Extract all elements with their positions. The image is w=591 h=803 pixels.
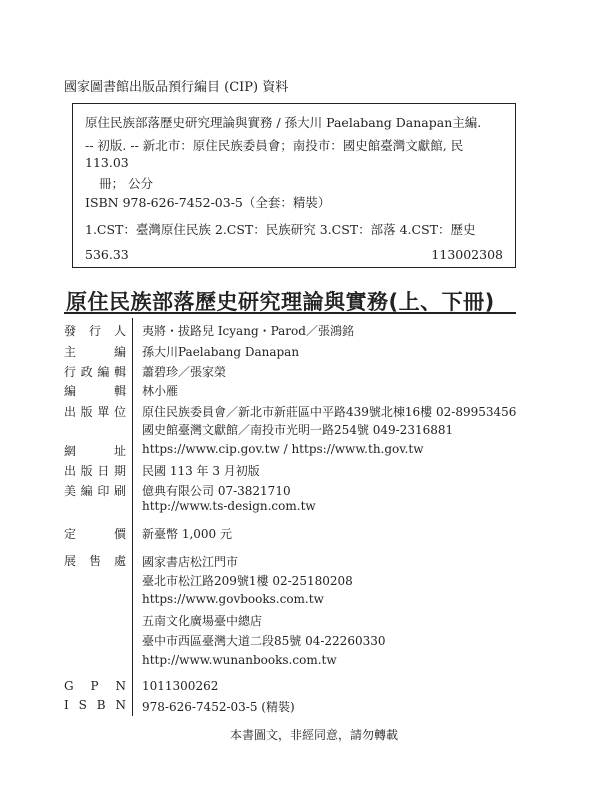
value-editor: 孫大川Paelabang Danapan: [142, 345, 300, 359]
value-exec-editor: 蕭碧珍／張家榮: [142, 365, 227, 379]
cip-date-line: 113.03: [85, 155, 129, 170]
cip-edition-line: -- 初版. -- 新北市：原住民族委員會；南投市：國史館臺灣文獻館, 民: [85, 138, 464, 153]
value-sales-4: 五南文化廣場臺中總店: [142, 614, 263, 628]
value-publishing-unit-2: 國史館臺灣文獻館／南投市光明一路254號 049-2316881: [142, 423, 454, 437]
title-rule: [64, 312, 516, 314]
label-website: 網 址: [64, 444, 126, 458]
value-design-print-1: 億典有限公司 07-3821710: [142, 484, 291, 498]
label-divider: [132, 318, 133, 716]
copyright-notice: 本書圖文，非經同意，請勿轉載: [230, 728, 399, 742]
value-sales-3: https://www.govbooks.com.tw: [142, 592, 324, 606]
value-website: https://www.cip.gov.tw / https://www.th.gov.tw: [142, 442, 424, 456]
cip-title-line: 原住民族部落歷史研究理論與實務 / 孫大川 Paelabang Danapan主編.: [85, 115, 482, 130]
label-design-print: 美 編 印 刷: [64, 484, 126, 498]
label-exec-editor: 行 政 編 輯: [64, 365, 126, 379]
label-publishing-unit: 出 版 單 位: [64, 405, 126, 419]
label-editing: 編 輯: [64, 384, 126, 398]
label-publisher: 發 行 人: [64, 324, 126, 338]
value-sales-1: 國家書店松江門市: [142, 555, 239, 569]
value-publishing-unit-1: 原住民族委員會／新北市新莊區中平路439號北棟16樓 02-89953456: [142, 405, 517, 419]
value-publisher: 夷將・拔路兒 Icyang・Parod／張鴻銘: [142, 324, 354, 338]
cip-volume-line: 冊； 公分: [99, 176, 153, 191]
label-sales: 展 售 處: [64, 554, 126, 568]
value-pub-date: 民國 113 年 3 月初版: [142, 464, 260, 478]
value-sales-2: 臺北市松江路209號1樓 02-25180208: [142, 574, 353, 588]
label-pub-date: 出 版 日 期: [64, 464, 126, 478]
value-editing: 林小雁: [142, 384, 179, 398]
value-sales-6: http://www.wunanbooks.com.tw: [142, 653, 337, 667]
cip-record-box: [72, 103, 516, 268]
value-price: 新臺幣 1,000 元: [142, 527, 232, 541]
value-sales-5: 臺中市西區臺灣大道二段85號 04-22260330: [142, 634, 386, 648]
cip-isbn-line: ISBN 978-626-7452-03-5（全套：精裝）: [85, 195, 331, 210]
cip-record-number: 113002308: [431, 247, 503, 262]
book-title: 原住民族部落歷史研究理論與實務(上、下冊): [66, 290, 495, 314]
cip-header: 國家圖書館出版品預行編目 (CIP) 資料: [64, 80, 289, 95]
cip-class-number: 536.33: [85, 247, 129, 262]
label-editor: 主 編: [64, 345, 126, 359]
value-gpn: 1011300262: [142, 679, 219, 693]
cip-subject-line: 1.CST：臺灣原住民族 2.CST：民族研究 3.CST：部落 4.CST：歷史: [85, 222, 476, 237]
value-isbn: 978-626-7452-03-5 (精裝): [142, 700, 295, 714]
label-isbn: I S B N: [64, 698, 126, 712]
value-design-print-2: http://www.ts-design.com.tw: [142, 499, 316, 513]
label-price: 定 價: [64, 527, 126, 541]
label-gpn: G P N: [64, 679, 126, 693]
